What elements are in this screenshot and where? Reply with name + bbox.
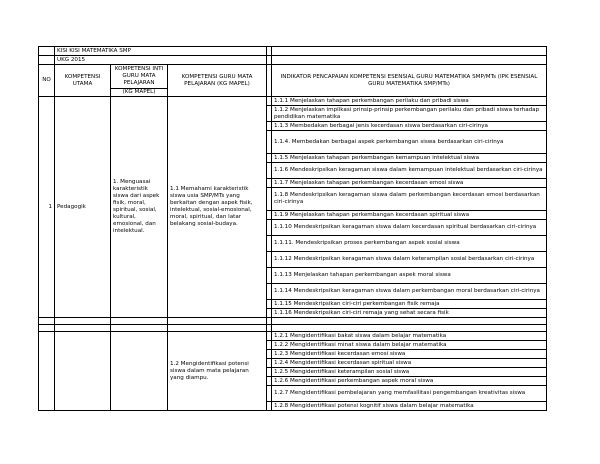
kompetensi-inti: 1. Menguasai karakteristik siswa dari aspek fisik, moral, spiritual, sosial, kultural, emosional, dan intelektual. xyxy=(111,97,168,318)
header-kompetensi-inti-sub: (KG MAPEL) xyxy=(111,89,168,97)
blank-cell xyxy=(55,318,111,325)
blank-cell xyxy=(39,318,55,325)
blank-cell xyxy=(272,318,547,325)
indicator-row: 1.1.8 Mendeskripsikan keragaman siswa dalam perkembangan kecerdasan emosi berdasarkan ciri-cirinya xyxy=(272,188,547,211)
blank-cell xyxy=(39,56,55,65)
indicator-row: 1.1.7 Menjelaskan tahapan perkembangan kecerdasan emosi siswa xyxy=(272,179,547,188)
indicator-row: 1.2.7 Mengidentifikasi pembelajaran yang memfasilitasi pengembangan kreativitas siswa xyxy=(272,386,547,402)
indicator-row: 1.2.6 Mengidentifikasi perkembangan aspek moral siswa xyxy=(272,377,547,386)
indicator-row: 1.1.4. Membedakan berbagai aspek perkembangan siswa berdasarkan ciri-cirinya xyxy=(272,131,547,154)
blank-cell xyxy=(39,332,55,411)
blank-cell xyxy=(272,56,547,65)
indicator-row: 1.1.13 Menjelaskan tahapan perkembangan aspek moral siswa xyxy=(272,268,547,284)
indicator-row: 1.1.12 Mendeskripsikan keragaman siswa dalam keterampilan sosial berdasarkan ciri-cirinya xyxy=(272,252,547,268)
blank-cell xyxy=(168,318,267,325)
kompetensi-guru-2: 1.2 Mengidentifikasi potensi siswa dalam mata pelajaran yang diampu. xyxy=(168,332,267,411)
indicator-row: 1.1.3 Membedakan berbagai jenis kecerdasan siswa berdasarkan ciri-cirinya xyxy=(272,122,547,131)
indicator-row: 1.1.14 Mendeskripsikan keragaman siswa dalam perkembangan moral berdasarkan ciri-cirinya xyxy=(272,284,547,300)
blank-cell xyxy=(55,325,111,332)
indicator-row: 1.2.4 Mengidentifikasi kecerdasan spiritual siswa xyxy=(272,359,547,368)
indicator-row: 1.1.2 Menjelaskan implikasi prinsip-prinsip perkembangan perilaku dan pribadi siswa terhadap pendidikan matematika xyxy=(272,106,547,122)
kompetensi-guru: 1.1 Memahami karakteristik siswa usia SMP/MTs yang berkaitan dengan aspek fisik, intelektual, sosial-emosional, moral, spiritual, dan latar belakang sosial-budaya. xyxy=(168,97,267,318)
blank-cell xyxy=(111,325,168,332)
blank-cell xyxy=(272,325,547,332)
indicator-row: 1.2.2 Mengidentifikasi minat siswa dalam belajar matematika xyxy=(272,341,547,350)
indicator-row: 1.2.8 Mengidentifikasi potensi kognitif siswa dalam belajar matematika xyxy=(272,402,547,411)
header-kompetensi-inti: KOMPETENSI INTI GURU MATA PELAJARAN xyxy=(111,65,168,89)
doc-title: KISI KISI MATEMATIKA SMP xyxy=(55,47,267,56)
kisi-kisi-table xyxy=(38,46,547,411)
indicator-row: 1.1.11. Mendeskripsikan proses perkembangan aspek sosial siswa xyxy=(272,236,547,252)
indicator-row: 1.1.16 Mendeskripsikan ciri-ciri remaja yang sehat secara fisik xyxy=(272,309,547,318)
indicator-row: 1.1.5 Menjelaskan tahapan perkembangan kemampuan intelektual siswa xyxy=(272,154,547,163)
indicator-row: 1.1.6 Mendeskripsikan keragaman siswa dalam kemampuan intelektual berdasarkan ciri-cirinya xyxy=(272,163,547,179)
indicator-row: 1.1.15 Mendeskripsikan ciri-ciri perkembangan fisik remaja xyxy=(272,300,547,309)
blank-cell xyxy=(39,47,55,56)
header-kompetensi-guru: KOMPETENSI GURU MATA PELAJARAN (KG MAPEL) xyxy=(168,65,267,97)
indicator-row: 1.1.9 Menjelaskan tahapan perkembangan kecerdasan spiritual siswa xyxy=(272,211,547,220)
indicator-row: 1.2.1 Mengidentifikasi bakat siswa dalam belajar matematika xyxy=(272,332,547,341)
blank-cell xyxy=(55,332,111,411)
indicator-row: 1.1.10 Mendeskripsikan keragaman siswa dalam kecerdasan spiritual berdasarkan ciri-cirinya xyxy=(272,220,547,236)
blank-cell xyxy=(111,332,168,411)
indicator-row: 1.1.1 Menjelaskan tahapan perkembangan perilaku dan pribadi siswa xyxy=(272,97,547,106)
header-kompetensi-utama: KOMPETENSI UTAMA xyxy=(55,65,111,97)
kompetensi-utama: Pedagogik xyxy=(55,97,111,318)
header-no: NO xyxy=(39,65,55,97)
blank-cell xyxy=(168,325,267,332)
header-indikator: INDIKATOR PENCAPAIAN KOMPETENSI ESENSIAL GURU MATEMATIKA SMP/MTs (IPK ESENSIAL GURU MATEMATIKA SMP/MTs) xyxy=(272,65,547,97)
indicator-row: 1.2.3 Mengidentifikasi kecerdasan emosi siswa xyxy=(272,350,547,359)
doc-subtitle: UKG 2015 xyxy=(55,56,267,65)
blank-cell xyxy=(272,47,547,56)
blank-cell xyxy=(111,318,168,325)
blank-cell xyxy=(39,325,55,332)
section-number: 1 xyxy=(39,97,55,318)
indicator-row: 1.2.5 Mengidentifikasi keterampilan sosial siswa xyxy=(272,368,547,377)
